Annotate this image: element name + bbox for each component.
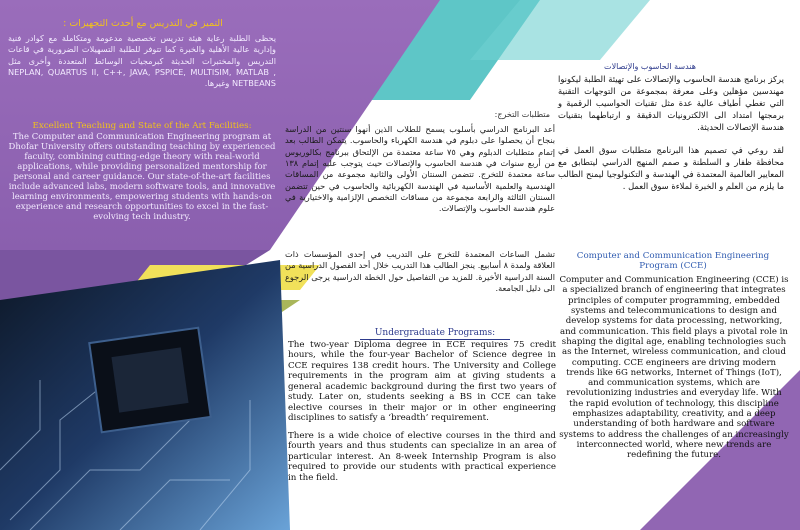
left-english-title: Excellent Teaching and State of the Art Facilities: xyxy=(32,121,252,131)
middle-english-title-text: Undergraduate Programs: xyxy=(360,328,510,340)
middle-arabic-title: متطلبات التخرج: xyxy=(494,110,550,119)
right-arabic-body-1: يركز برنامج هندسة الحاسوب والإتصالات على تهيئة الطلبة ليكونوا مهندسين مؤهلين وعلى معرفة بمجموعة من التوجهات التقنية التي تغطي أطياف عالية عدة مثل تقنيات الحواسيب الرقمية و برمجتها امتداد الى الالكترونيات الدقيقة و ارتباطهما بتقنيات هندسة الإتصالات الحديثة. xyxy=(558,74,784,132)
left-arabic-title: التميز في التدريس مع أحدث التجهيزات : xyxy=(63,18,223,29)
middle-english-title xyxy=(360,328,510,340)
left-arabic-body: يحظى الطلبة رعاية هيئة تدريس تخصصية مدعومة ومتكاملة مع كوادر فنية وإدارية عالية الأهلية والخبرة كما تتوفر للطلبة التسهيلات الضرورية في قاعات التدريس والمختبرات الحديثة كبرمجيات الوسائط المتعددة وأخرى مثل NEPLAN, QUARTUS II, C++, JAVA, PSPICE, MULTISIM, MATLAB , NETBEANS وغيرها. xyxy=(8,33,276,89)
middle-english-body-2: There is a wide choice of elective courses in the third and fourth years and thus students can specialize in an area of particular interest. An 8-week Internship Program is also required to provide our students with practical experience in the field. xyxy=(288,431,556,483)
middle-arabic-body-2: تشمل الساعات المعتمدة للتخرج على التدريب في إحدى المؤسسات ذات العلاقة ولمدة ٨ أسابيع. ينجز الطالب هذا التدريب خلال أحد الفصول الدراسية من السنة الدراسية الأخيرة. للمزيد من التفاصيل حول الخطة الدراسية يرجى الرجوع الى دليل الجامعة. xyxy=(285,249,555,293)
right-arabic-title: هندسة الحاسوب والإتصالات xyxy=(604,62,696,71)
cpu-chip-core xyxy=(111,347,188,412)
right-english-title: Computer and Communication Engineering Program (CCE) xyxy=(576,251,770,272)
left-english-body: The Computer and Communication Engineering program at Dhofar University offers outstanding teaching by experienced faculty, combining cutting-edge theory with real-world applications, while providing personalized mentorship for personal and career guidance. Our state-of-the-art facilities include advanced labs, modern software tools, and innovative learning environments, empowering students with hands-on experience and research opportunities to excel in the fast-evolving tech industry. xyxy=(8,132,276,223)
middle-arabic-body-1: أعد البرنامج الدراسي بأسلوب يسمح للطلاب الذين أنهوا سنتين من الدراسة بنجاح أن يحصلوا على دبلوم في هندسة الكهرباء والحاسوب. يتمكن الطالب بعد إتمام متطلبات الدبلوم وهي ٧٥ ساعة معتمدة من الإلتحاق ببرنامج بكالوريوس من أربع سنوات في هندسة الحاسوب والإتصالات حيث يتوجب عليه إتمام ١٣٨ ساعة معتمدة للتخرج. تتضمن السنتان الأولى والثانية مجموعة من المساقات الهندسية والعلمية الأساسية في الهندسة الكهربائية والحاسوب في حين تتضمن السنتان الثالثة والرابعة مجموعة من مساقات التخصص الإلزامية والاختيارية في علوم هندسة الحاسوب والإتصالات. xyxy=(285,124,556,214)
right-arabic-body-2: لقد روعي في تصميم هذا البرنامج متطلبات سوق العمل في محافظة ظفار و السلطنة و صمم المنهج الدراسي ليتطابق مع المعايير العالمية المعتمدة في الهندسة و التكنولوجيا ليمنح الطالب ما يلزم من العلم و الخبرة لملاءة سوق العمل . xyxy=(558,145,784,191)
right-english-body: Computer and Communication Engineering (CCE) is a specialized branch of engineering that integrates principles of computer programming, embedded systems and telecommunications to design and develop systems for data processing, networking, and communication. This field plays a pivotal role in shaping the digital age, enabling technologies such as the Internet, wireless communication, and cloud computing. CCE engineers are driving modern trends like 6G networks, Internet of Things (IoT), and communication systems, which are revolutionizing industries and everyday life. With the rapid evolution of technology, this discipline emphasizes adaptability, creativity, and a deep understanding of both hardware and software systems to address the challenges of an increasingly interconnected world, where new trends are redefining the future. xyxy=(559,275,789,461)
middle-english-body-1: The two-year Diploma degree in ECE requires 75 credit hours, while the four-year Bachelor of Science degree in CCE requires 138 credit hours. The University and College requirements in the program aim at giving students a general academic background during the first two years of study. Later on, students seeking a BS in CCE can take elective courses in their major or in other engineering disciplines to satisfy a ‘breadth’ requirement. xyxy=(288,340,556,424)
